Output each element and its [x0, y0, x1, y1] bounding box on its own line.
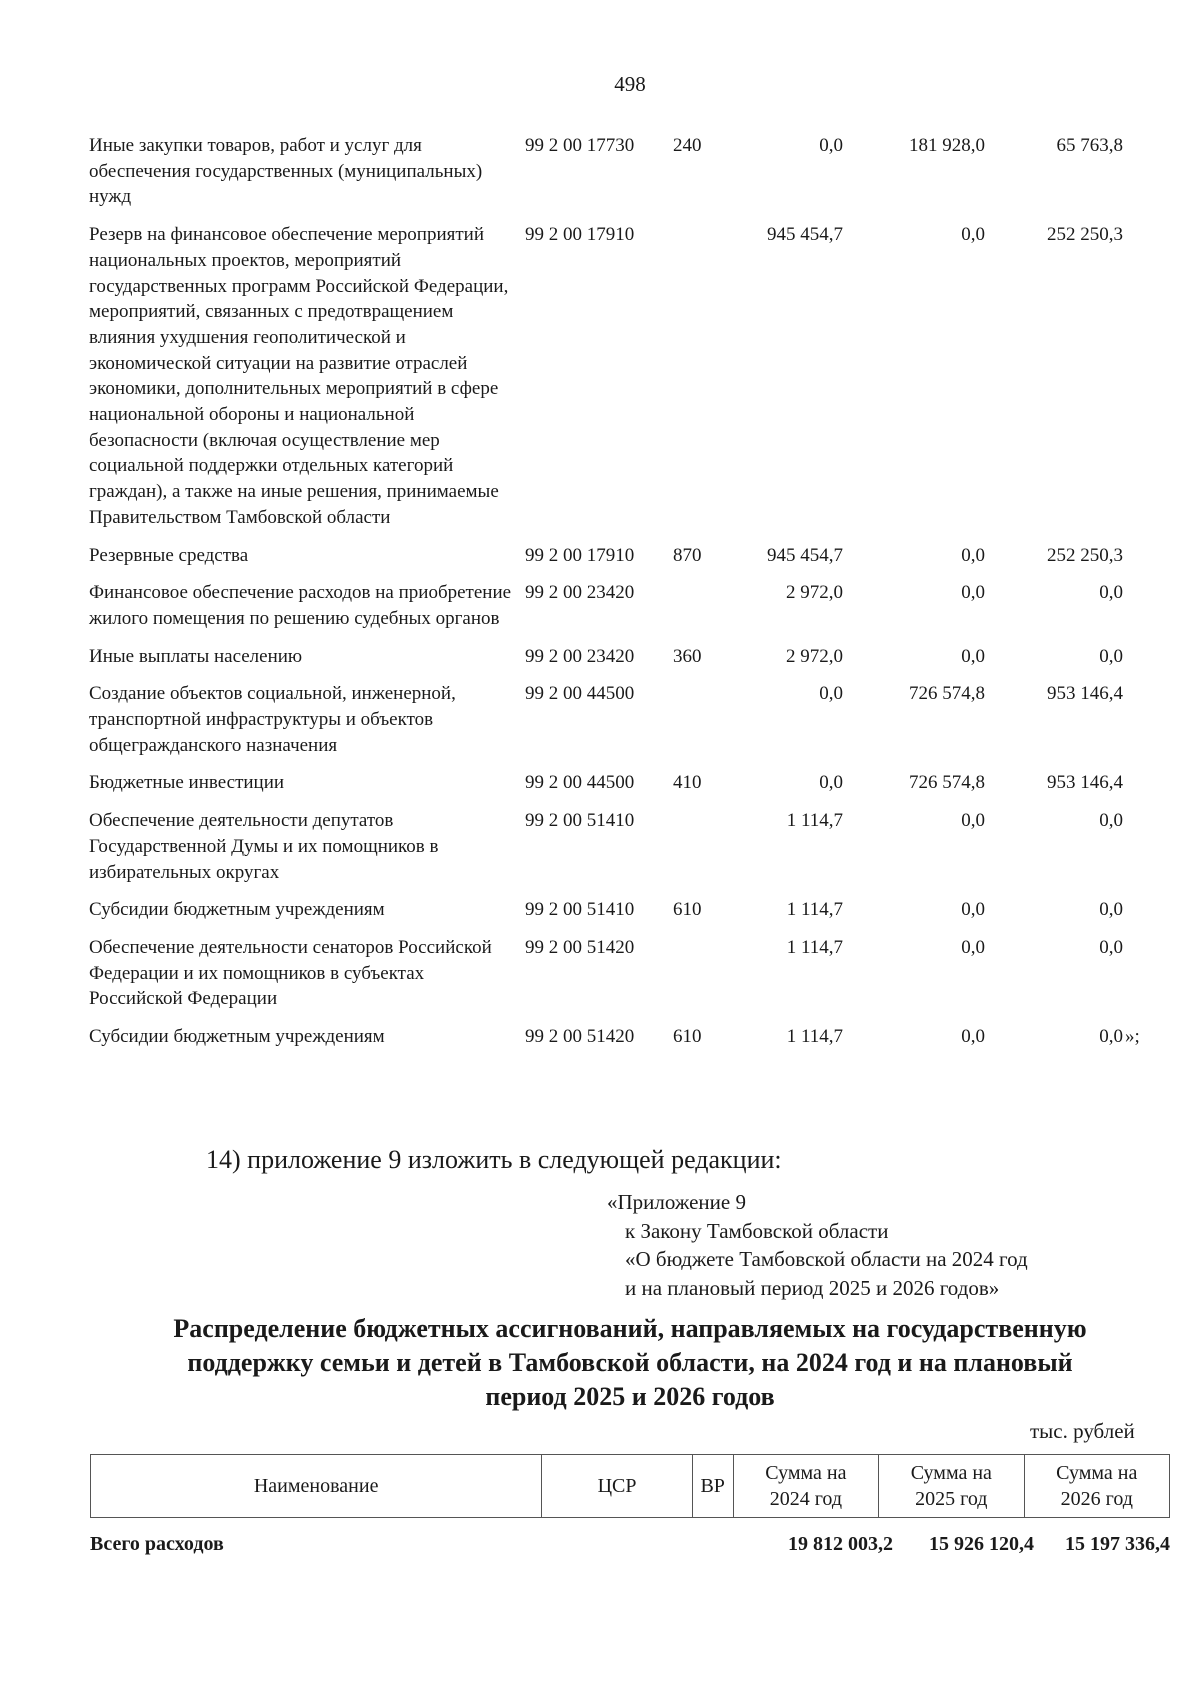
table-row [89, 1024, 1169, 1050]
row-value-2026 [985, 644, 1123, 670]
row-value-2026-text: 65 763,8 [1056, 135, 1123, 156]
table-row [89, 808, 1169, 885]
row-csr: 99 2 00 23420 [525, 582, 635, 604]
row-value-2026-text: 0,0 [1099, 1026, 1123, 1048]
appendix-line: к Закону Тамбовской области [625, 1218, 889, 1243]
total-2024: 19 812 003,2 [788, 1533, 893, 1555]
header-line: 2024 год [769, 1488, 842, 1510]
row-csr: 99 2 00 44500 [525, 683, 635, 705]
row-value-2025: 181 928,0 [909, 135, 985, 156]
row-value-2024: 1 114,7 [786, 936, 843, 958]
table-row [89, 644, 1169, 670]
row-vr: 610 [673, 899, 702, 921]
header-sum-2024 [734, 1455, 879, 1517]
table-row [89, 681, 1169, 758]
row-value-2026-text: 953 146,4 [1047, 772, 1123, 794]
row-csr: 99 2 00 23420 [525, 645, 635, 667]
header-sum-2025 [879, 1455, 1024, 1517]
row-value-2026 [985, 133, 1123, 210]
row-value-2026 [985, 935, 1123, 1012]
row-value-2024: 2 972,0 [786, 645, 843, 667]
row-vr: 610 [673, 1026, 702, 1048]
table-row [89, 133, 1169, 210]
row-csr: 99 2 00 17910 [525, 224, 635, 246]
row-value-2026-text: 0,0 [1099, 582, 1123, 604]
row-name: Иные закупки товаров, работ и услуг для обеспечения государственных (муниципальных) нужд [89, 135, 483, 208]
budget-rows [89, 133, 1169, 1062]
row-value-2026-text: 0,0 [1099, 810, 1123, 832]
header-line: Сумма на [1056, 1462, 1138, 1484]
row-value-2025: 0,0 [961, 645, 985, 667]
row-vr [673, 935, 719, 1012]
heading-line: Распределение бюджетных ассигнований, направляемых на государственную [173, 1314, 1087, 1343]
row-vr: 410 [673, 772, 702, 794]
row-csr: 99 2 00 17910 [525, 544, 635, 566]
row-value-2026-text: 252 250,3 [1047, 544, 1123, 566]
row-name: Обеспечение деятельности депутатов Государственной Думы и их помощников в избирательных округах [89, 810, 439, 883]
row-value-2026 [985, 897, 1123, 923]
row-name: Финансовое обеспечение расходов на приобретение жилого помещения по решению судебных органов [89, 582, 512, 629]
row-value-2026 [985, 770, 1123, 796]
row-value-2024: 0,0 [819, 772, 843, 794]
row-vr: 240 [673, 135, 702, 156]
row-value-2024: 1 114,7 [786, 810, 843, 832]
row-value-2025: 726 574,8 [909, 772, 985, 794]
row-vr: 360 [673, 645, 702, 667]
row-value-2024: 1 114,7 [786, 899, 843, 921]
row-csr: 99 2 00 51410 [525, 899, 635, 921]
row-value-2024: 2 972,0 [786, 582, 843, 604]
row-value-2025: 0,0 [961, 810, 985, 832]
page-number: 498 [614, 72, 646, 96]
document-heading [90, 1312, 1170, 1414]
row-value-2026 [985, 222, 1123, 530]
row-value-2026-text: 953 146,4 [1047, 683, 1123, 705]
row-value-2026 [985, 580, 1123, 631]
row-value-2026 [985, 1024, 1140, 1050]
row-value-2026 [985, 681, 1123, 758]
total-label: Всего расходов [90, 1533, 224, 1555]
heading-line: поддержку семьи и детей в Тамбовской области, на 2024 год и на плановый [187, 1348, 1073, 1377]
row-value-2026-text: 0,0 [1099, 645, 1123, 667]
row-value-2024: 945 454,7 [767, 544, 843, 566]
amendment-item-14: 14) приложение 9 изложить в следующей редакции: [206, 1145, 782, 1174]
row-value-2024: 1 114,7 [786, 1026, 843, 1048]
header-sum-2026 [1025, 1455, 1169, 1517]
table-row [89, 543, 1169, 569]
row-value-2025: 0,0 [961, 936, 985, 958]
table-row [89, 770, 1169, 796]
header-csr: ЦСР [542, 1455, 692, 1517]
header-name: Наименование [91, 1455, 542, 1517]
row-csr: 99 2 00 44500 [525, 772, 635, 794]
total-2025: 15 926 120,4 [929, 1533, 1034, 1555]
row-vr: 870 [673, 544, 702, 566]
header-line: Сумма на [765, 1462, 847, 1484]
units-label: тыс. рублей [1030, 1419, 1135, 1443]
row-value-2024: 0,0 [819, 683, 843, 705]
header-vr: ВР [693, 1455, 734, 1517]
table-header [90, 1454, 1170, 1518]
row-value-2025: 726 574,8 [909, 683, 985, 705]
row-value-2025: 0,0 [961, 224, 985, 246]
row-value-2024: 945 454,7 [767, 224, 843, 246]
row-csr: 99 2 00 17730 [525, 135, 635, 156]
total-row [90, 1533, 1170, 1556]
row-value-2026-text: 0,0 [1099, 936, 1123, 958]
header-line: 2025 год [915, 1488, 988, 1510]
row-csr: 99 2 00 51410 [525, 810, 635, 832]
row-value-2025: 0,0 [961, 582, 985, 604]
appendix-line: «О бюджете Тамбовской области на 2024 год [625, 1247, 1028, 1271]
table-row [89, 580, 1169, 631]
row-name: Резерв на финансовое обеспечение мероприятий национальных проектов, мероприятий государственных программ Российской Федерации, мероприятий, связанных с предотвращением влияния ухудшения геополитической и экономической ситуации на развитие отраслей экономики, дополнительных мероприятий в сфере национальной обороны и национальной безопасности (включая осуществление мер социальной поддержки отдельных категорий граждан), а также на иные решения, принимаемые Правительством Тамбовской области [89, 224, 509, 528]
row-name: Иные выплаты населению [89, 645, 303, 667]
row-name: Создание объектов социальной, инженерной, транспортной инфраструктуры и объектов общегражданского назначения [89, 683, 456, 756]
row-value-2025: 0,0 [961, 1026, 985, 1048]
row-csr: 99 2 00 51420 [525, 936, 635, 958]
header-line: Сумма на [910, 1462, 992, 1484]
row-name: Резервные средства [89, 544, 249, 566]
row-vr [673, 808, 719, 885]
row-value-2026 [985, 808, 1123, 885]
row-value-2025: 0,0 [961, 544, 985, 566]
row-name: Субсидии бюджетным учреждениям [89, 1026, 385, 1048]
row-name: Обеспечение деятельности сенаторов Российской Федерации и их помощников в субъектах Российской Федерации [89, 936, 492, 1010]
row-value-2025: 0,0 [961, 899, 985, 921]
row-value-2026 [985, 543, 1123, 569]
table-row [89, 222, 1169, 530]
appendix-line: «Приложение 9 [607, 1190, 746, 1214]
row-vr [673, 580, 719, 631]
row-value-2024: 0,0 [819, 135, 843, 156]
appendix-line: и на плановый период 2025 и 2026 годов» [625, 1275, 1000, 1300]
row-name: Субсидии бюджетным учреждениям [89, 899, 385, 921]
row-csr: 99 2 00 51420 [525, 1026, 635, 1048]
header-line: 2026 год [1060, 1488, 1133, 1510]
heading-line: период 2025 и 2026 годов [485, 1382, 775, 1411]
table-row [89, 935, 1169, 1012]
row-name: Бюджетные инвестиции [89, 772, 285, 794]
closing-quote-suffix: »; [1125, 1026, 1140, 1048]
appendix-reference [607, 1188, 1028, 1302]
row-vr [673, 681, 719, 758]
row-vr [673, 222, 719, 530]
total-2026: 15 197 336,4 [1065, 1533, 1170, 1555]
row-value-2026-text: 0,0 [1099, 899, 1123, 921]
row-value-2026-text: 252 250,3 [1047, 224, 1123, 246]
table-row [89, 897, 1169, 923]
